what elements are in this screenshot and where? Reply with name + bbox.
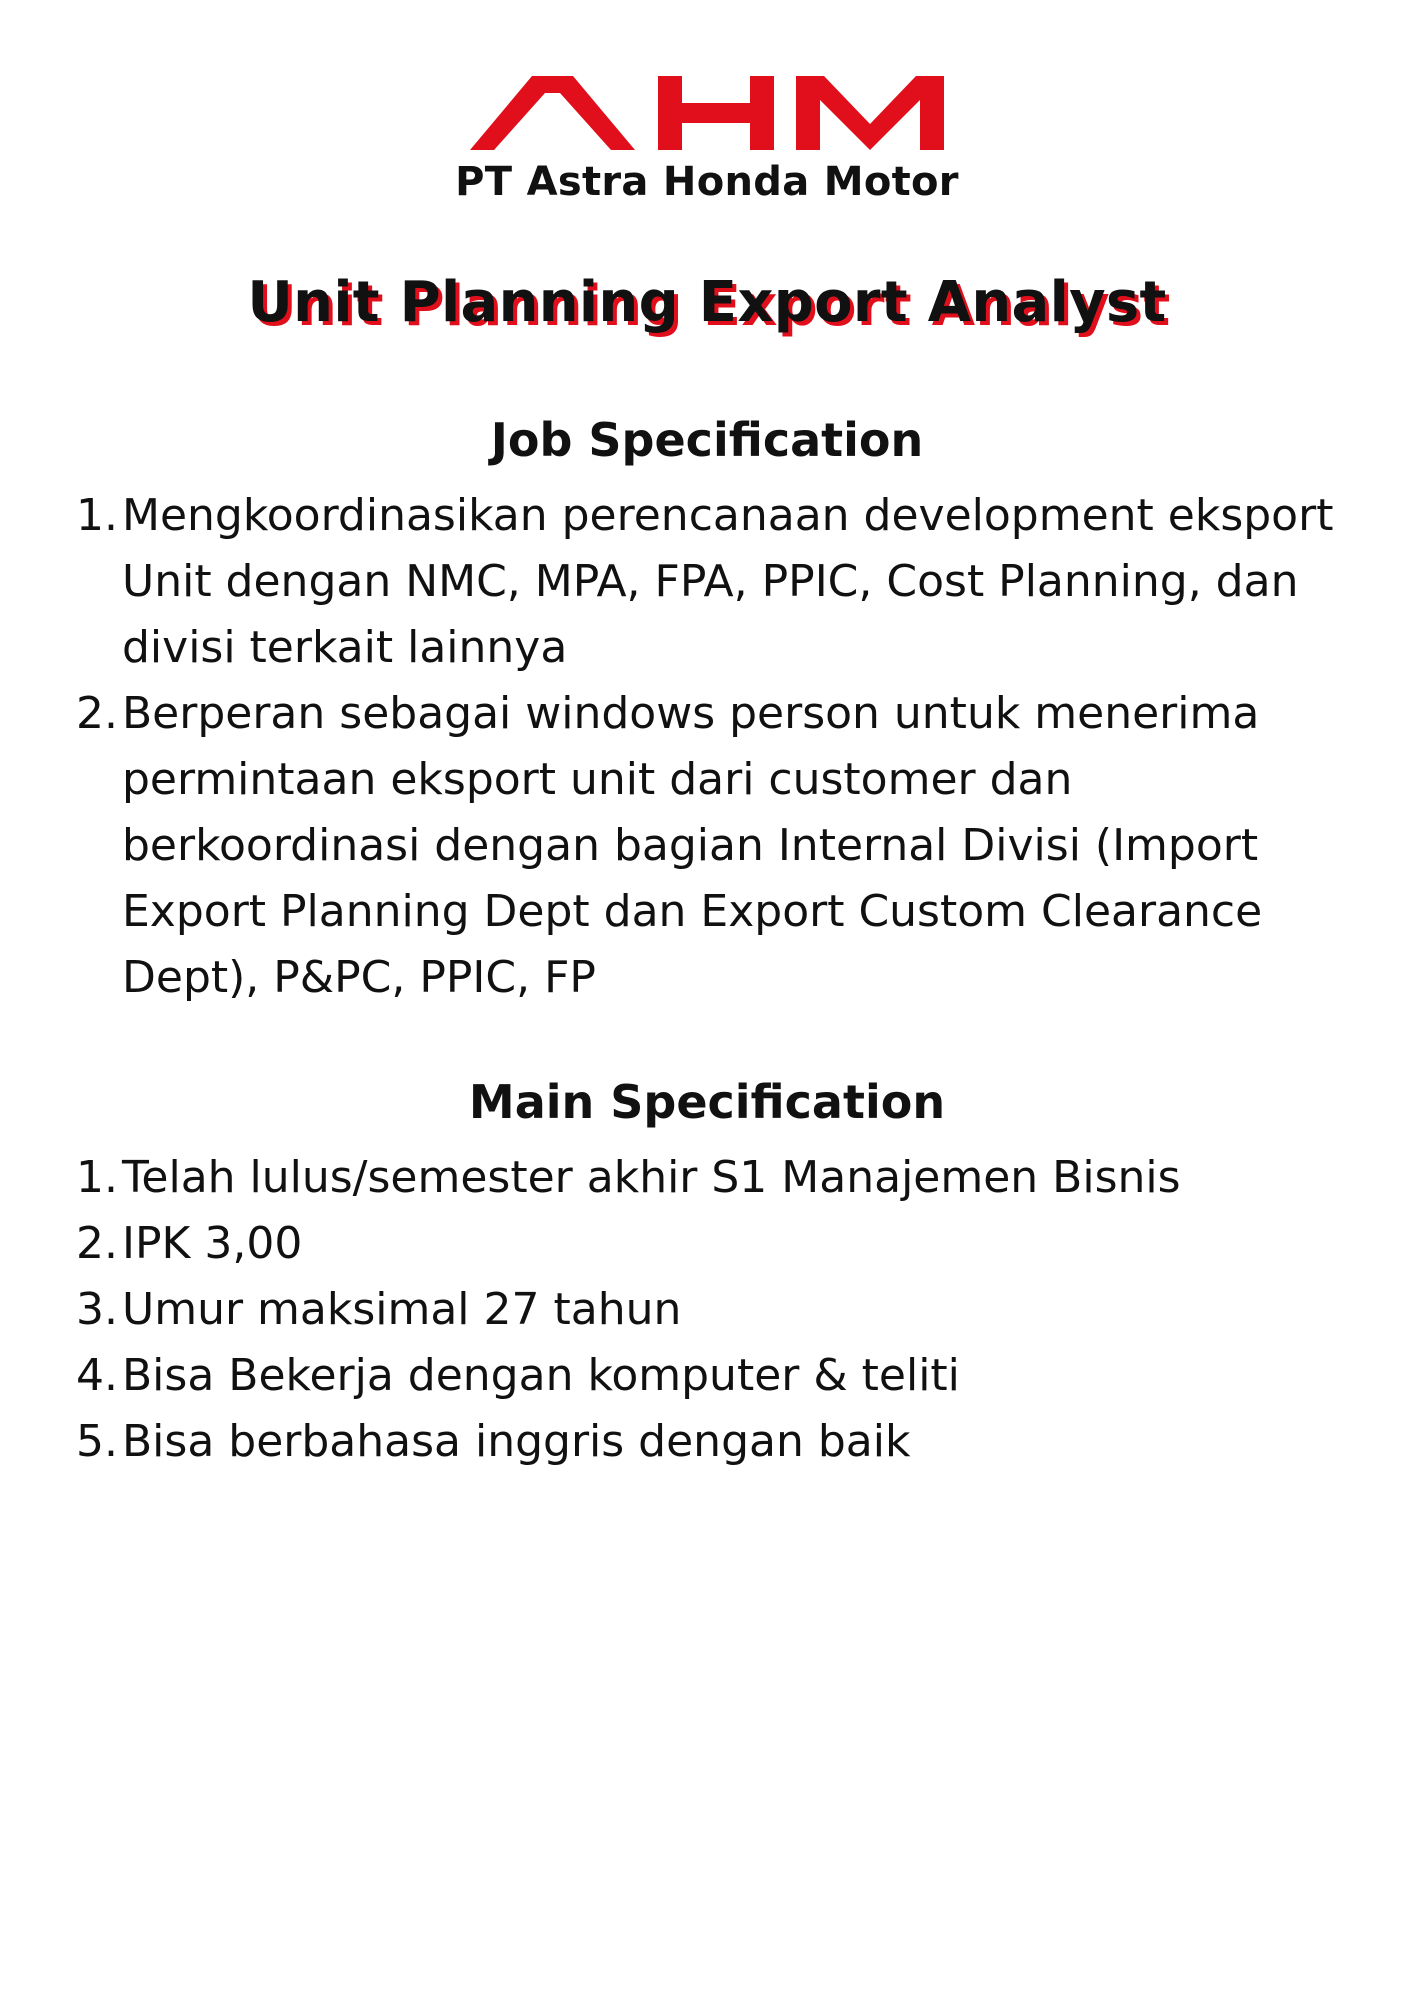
list-item-number: 1.: [76, 1152, 118, 1203]
list-item-number: 5.: [76, 1416, 118, 1467]
ahm-logo: [470, 76, 944, 150]
list-item-text: Umur maksimal 27 tahun: [122, 1284, 682, 1335]
list-item: [76, 483, 1366, 681]
list-item: [76, 681, 1366, 1011]
list-item-number: 4.: [76, 1350, 118, 1401]
job-title: Unit Planning Export Analyst: [247, 270, 1167, 335]
job-specification-list: [76, 483, 1366, 1011]
list-item-number: 2.: [76, 1218, 118, 1269]
list-item-number: 1.: [76, 490, 118, 541]
company-name: PT Astra Honda Motor: [455, 159, 959, 205]
list-item: [76, 1211, 1366, 1277]
list-item-text: IPK 3,00: [122, 1218, 303, 1269]
list-item-text: Bisa berbahasa inggris dengan baik: [122, 1416, 911, 1467]
main-specification-heading: Main Specification: [468, 1075, 946, 1129]
list-item: [76, 1409, 1366, 1475]
list-item-text: Berperan sebagai windows person untuk menerima permintaan eksport unit dari customer dan berkoordinasi dengan bagian Internal Divisi (Import Export Planning Dept dan Export Custom Clearance Dept), P&PC, PPIC, FP: [122, 688, 1263, 1003]
main-specification-list: [76, 1145, 1366, 1475]
list-item-text: Telah lulus/semester akhir S1 Manajemen Bisnis: [122, 1152, 1181, 1203]
list-item-text: Bisa Bekerja dengan komputer & teliti: [122, 1350, 960, 1401]
list-item-text: Mengkoordinasikan perencanaan development eksport Unit dengan NMC, MPA, FPA, PPIC, Cost Planning, dan divisi terkait lainnya: [122, 490, 1334, 673]
list-item: [76, 1343, 1366, 1409]
list-item-number: 2.: [76, 688, 118, 739]
ahm-logo-graphic: [470, 76, 944, 150]
job-specification-heading: Job Specification: [490, 413, 924, 467]
list-item: [76, 1277, 1366, 1343]
list-item: [76, 1145, 1366, 1211]
list-item-number: 3.: [76, 1284, 118, 1335]
company-header: [0, 76, 1414, 206]
